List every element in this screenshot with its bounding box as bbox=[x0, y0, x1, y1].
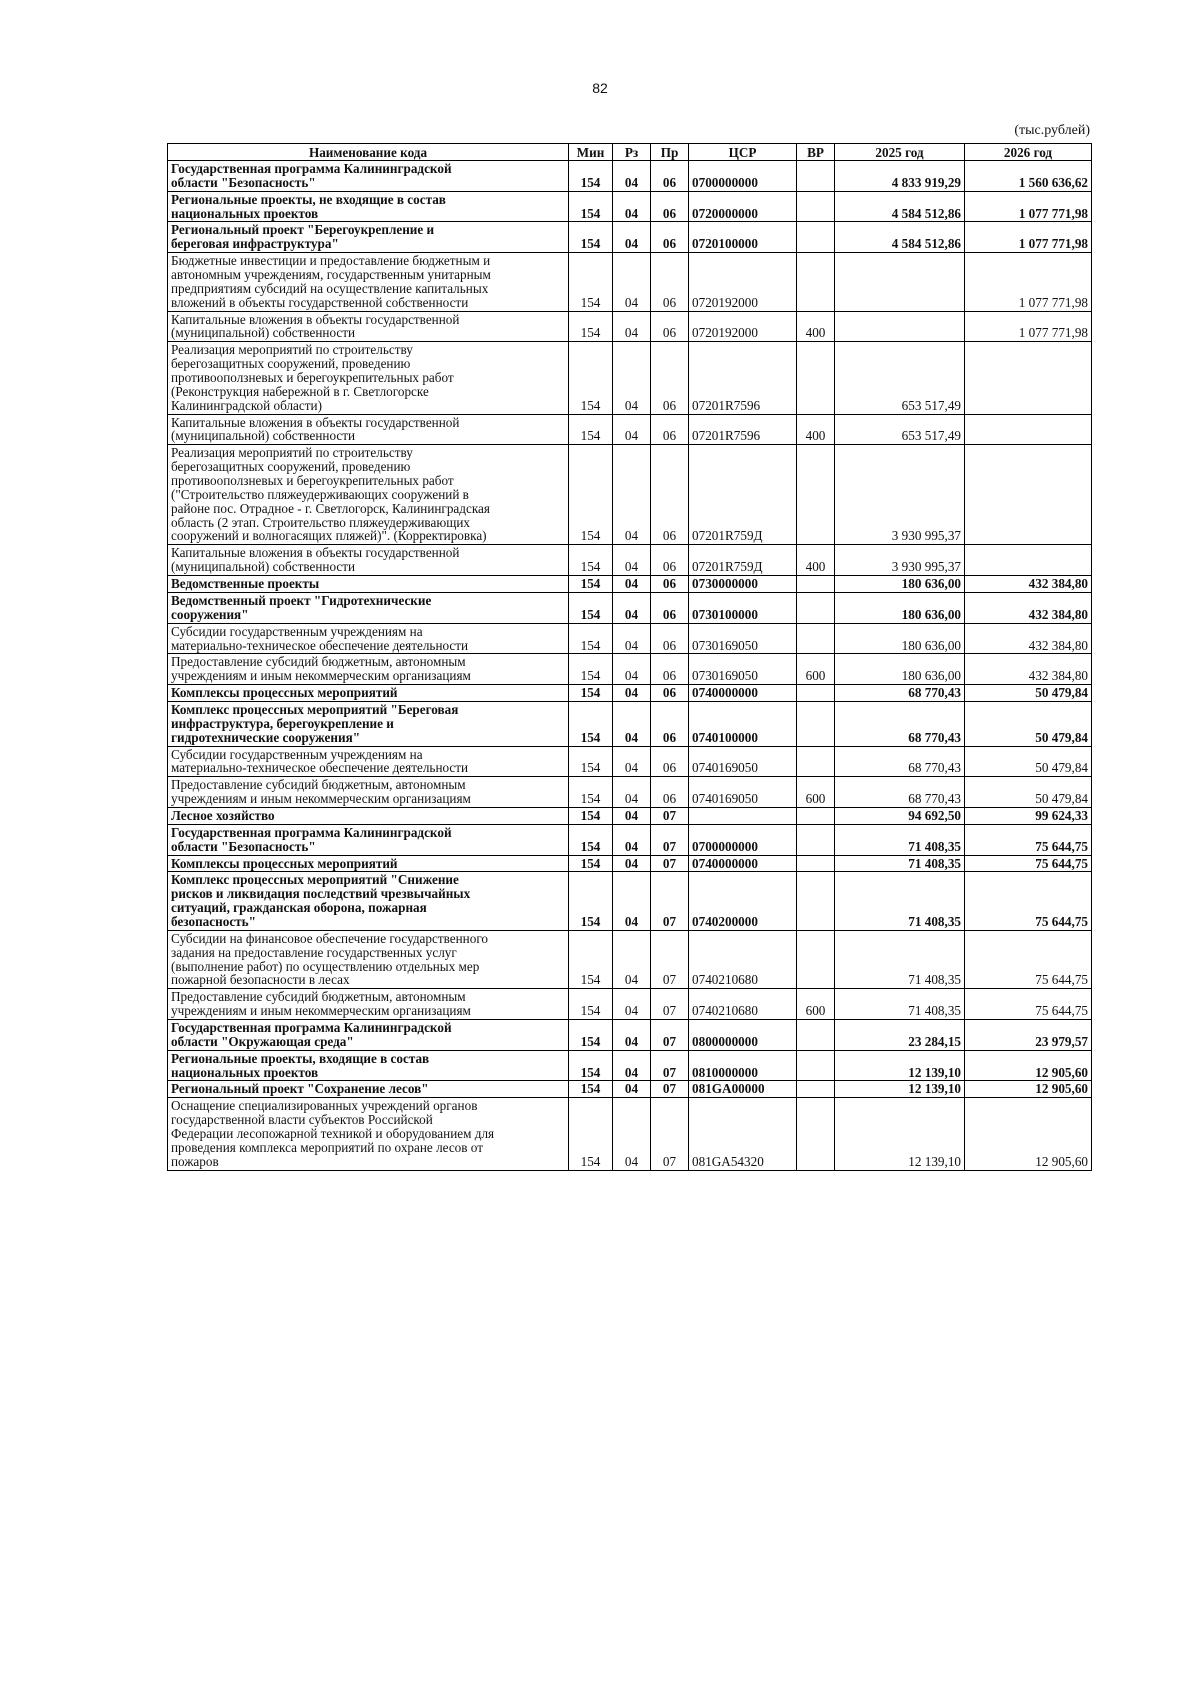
row-rz-cell: 04 bbox=[613, 1019, 651, 1050]
row-min-cell: 154 bbox=[569, 855, 613, 872]
row-rz-cell: 04 bbox=[613, 930, 651, 988]
table-row bbox=[168, 191, 1092, 222]
row-vr-cell bbox=[797, 746, 835, 777]
row-name-cell: Государственная программа Калининградской области "Безопасность" bbox=[168, 824, 569, 855]
table-row bbox=[168, 311, 1092, 342]
row-name-cell: Региональные проекты, не входящие в состав национальных проектов bbox=[168, 191, 569, 222]
row-2025-cell: 68 770,43 bbox=[835, 777, 965, 808]
table-body bbox=[168, 161, 1092, 1171]
row-pr-cell: 06 bbox=[651, 576, 689, 593]
row-min-cell: 154 bbox=[569, 654, 613, 685]
table-row bbox=[168, 989, 1092, 1020]
row-vr-cell: 600 bbox=[797, 654, 835, 685]
row-2025-cell: 71 408,35 bbox=[835, 824, 965, 855]
row-rz-cell: 04 bbox=[613, 161, 651, 192]
table-header-row bbox=[168, 144, 1092, 161]
row-min-cell: 154 bbox=[569, 592, 613, 623]
row-csr-cell: 07201R7596 bbox=[689, 414, 797, 445]
row-rz-cell: 04 bbox=[613, 701, 651, 746]
row-vr-cell bbox=[797, 253, 835, 311]
row-csr-cell: 0730000000 bbox=[689, 576, 797, 593]
row-vr-cell: 600 bbox=[797, 989, 835, 1020]
row-vr-cell bbox=[797, 592, 835, 623]
row-csr-cell: 0720192000 bbox=[689, 253, 797, 311]
row-pr-cell: 06 bbox=[651, 445, 689, 545]
row-2026-cell bbox=[965, 545, 1092, 576]
row-vr-cell: 400 bbox=[797, 414, 835, 445]
row-2025-cell bbox=[835, 311, 965, 342]
row-csr-cell: 0730169050 bbox=[689, 654, 797, 685]
row-min-cell: 154 bbox=[569, 1081, 613, 1098]
row-min-cell: 154 bbox=[569, 701, 613, 746]
row-min-cell: 154 bbox=[569, 311, 613, 342]
row-min-cell: 154 bbox=[569, 872, 613, 930]
row-rz-cell: 04 bbox=[613, 824, 651, 855]
row-pr-cell: 06 bbox=[651, 191, 689, 222]
row-rz-cell: 04 bbox=[613, 807, 651, 824]
row-2026-cell: 50 479,84 bbox=[965, 746, 1092, 777]
table-row bbox=[168, 576, 1092, 593]
row-min-cell: 154 bbox=[569, 1019, 613, 1050]
row-2025-cell: 3 930 995,37 bbox=[835, 445, 965, 545]
header-name: Наименование кода bbox=[168, 144, 569, 161]
row-rz-cell: 04 bbox=[613, 545, 651, 576]
row-name-cell: Субсидии на финансовое обеспечение государственного задания на предоставление государственных услуг (выполнение работ) по осуществлению отдельных мер пожарной безопасности в лесах bbox=[168, 930, 569, 988]
row-rz-cell: 04 bbox=[613, 576, 651, 593]
table-row bbox=[168, 222, 1092, 253]
row-2025-cell: 653 517,49 bbox=[835, 414, 965, 445]
row-vr-cell bbox=[797, 930, 835, 988]
row-name-cell: Предоставление субсидий бюджетным, автономным учреждениям и иным некоммерческим организациям bbox=[168, 777, 569, 808]
header-pr: Пр bbox=[651, 144, 689, 161]
row-pr-cell: 06 bbox=[651, 414, 689, 445]
row-rz-cell: 04 bbox=[613, 872, 651, 930]
row-2026-cell: 1 077 771,98 bbox=[965, 253, 1092, 311]
row-min-cell: 154 bbox=[569, 576, 613, 593]
row-vr-cell bbox=[797, 161, 835, 192]
row-rz-cell: 04 bbox=[613, 654, 651, 685]
row-name-cell: Субсидии государственным учреждениям на материально-техническое обеспечение деятельности bbox=[168, 623, 569, 654]
row-name-cell: Региональные проекты, входящие в состав национальных проектов bbox=[168, 1050, 569, 1081]
table-row bbox=[168, 1081, 1092, 1098]
row-2026-cell bbox=[965, 445, 1092, 545]
row-vr-cell bbox=[797, 623, 835, 654]
row-min-cell: 154 bbox=[569, 777, 613, 808]
row-pr-cell: 07 bbox=[651, 989, 689, 1020]
row-vr-cell bbox=[797, 1019, 835, 1050]
row-min-cell: 154 bbox=[569, 253, 613, 311]
row-rz-cell: 04 bbox=[613, 311, 651, 342]
row-csr-cell: 0740000000 bbox=[689, 855, 797, 872]
row-name-cell: Государственная программа Калининградской области "Безопасность" bbox=[168, 161, 569, 192]
row-2026-cell: 1 077 771,98 bbox=[965, 191, 1092, 222]
row-pr-cell: 07 bbox=[651, 824, 689, 855]
row-vr-cell bbox=[797, 576, 835, 593]
row-rz-cell: 04 bbox=[613, 222, 651, 253]
row-name-cell: Капитальные вложения в объекты государственной (муниципальной) собственности bbox=[168, 545, 569, 576]
row-2026-cell: 12 905,60 bbox=[965, 1098, 1092, 1170]
table-row bbox=[168, 342, 1092, 414]
row-csr-cell: 0730169050 bbox=[689, 623, 797, 654]
row-rz-cell: 04 bbox=[613, 592, 651, 623]
row-name-cell: Капитальные вложения в объекты государственной (муниципальной) собственности bbox=[168, 414, 569, 445]
row-2026-cell: 432 384,80 bbox=[965, 576, 1092, 593]
row-rz-cell: 04 bbox=[613, 1098, 651, 1170]
row-min-cell: 154 bbox=[569, 222, 613, 253]
row-pr-cell: 06 bbox=[651, 685, 689, 702]
row-2026-cell: 1 077 771,98 bbox=[965, 222, 1092, 253]
row-min-cell: 154 bbox=[569, 807, 613, 824]
row-pr-cell: 06 bbox=[651, 746, 689, 777]
row-name-cell: Предоставление субсидий бюджетным, автономным учреждениям и иным некоммерческим организациям bbox=[168, 654, 569, 685]
row-csr-cell: 07201R759Д bbox=[689, 445, 797, 545]
row-vr-cell: 600 bbox=[797, 777, 835, 808]
table-row bbox=[168, 930, 1092, 988]
row-2026-cell: 432 384,80 bbox=[965, 592, 1092, 623]
table-row bbox=[168, 824, 1092, 855]
row-csr-cell: 0800000000 bbox=[689, 1019, 797, 1050]
row-csr-cell: 07201R759Д bbox=[689, 545, 797, 576]
row-csr-cell: 0720192000 bbox=[689, 311, 797, 342]
row-2025-cell: 71 408,35 bbox=[835, 872, 965, 930]
table-row bbox=[168, 654, 1092, 685]
row-rz-cell: 04 bbox=[613, 414, 651, 445]
row-name-cell: Комплексы процессных мероприятий bbox=[168, 855, 569, 872]
row-csr-cell: 0700000000 bbox=[689, 824, 797, 855]
row-2026-cell: 75 644,75 bbox=[965, 855, 1092, 872]
table-row bbox=[168, 414, 1092, 445]
row-name-cell: Комплекс процессных мероприятий "Снижение рисков и ликвидация последствий чрезвычайных ситуаций, гражданская оборона, пожарная безопасность" bbox=[168, 872, 569, 930]
row-min-cell: 154 bbox=[569, 545, 613, 576]
row-min-cell: 154 bbox=[569, 161, 613, 192]
row-name-cell: Реализация мероприятий по строительству берегозащитных сооружений, проведению противооползневых и берегоукрепительных работ ("Строительство пляжеудерживающих сооружений в районе пос. Отрадное - г. Светлогорск, Калининградская область (2 этап. Строительство пляжеудерживающих сооружений и волногасящих пляжей)". (Корректировка) bbox=[168, 445, 569, 545]
row-name-cell: Ведомственные проекты bbox=[168, 576, 569, 593]
header-csr: ЦСР bbox=[689, 144, 797, 161]
row-rz-cell: 04 bbox=[613, 623, 651, 654]
row-name-cell: Ведомственный проект "Гидротехнические сооружения" bbox=[168, 592, 569, 623]
row-2026-cell: 50 479,84 bbox=[965, 777, 1092, 808]
row-2026-cell: 1 077 771,98 bbox=[965, 311, 1092, 342]
row-pr-cell: 06 bbox=[651, 623, 689, 654]
table-row bbox=[168, 545, 1092, 576]
row-2025-cell: 653 517,49 bbox=[835, 342, 965, 414]
table-row bbox=[168, 592, 1092, 623]
row-2025-cell: 68 770,43 bbox=[835, 685, 965, 702]
row-rz-cell: 04 bbox=[613, 1050, 651, 1081]
row-vr-cell bbox=[797, 1050, 835, 1081]
row-2026-cell: 99 624,33 bbox=[965, 807, 1092, 824]
row-2025-cell: 180 636,00 bbox=[835, 592, 965, 623]
table-row bbox=[168, 1019, 1092, 1050]
row-pr-cell: 06 bbox=[651, 654, 689, 685]
row-pr-cell: 06 bbox=[651, 222, 689, 253]
row-rz-cell: 04 bbox=[613, 855, 651, 872]
row-min-cell: 154 bbox=[569, 685, 613, 702]
row-min-cell: 154 bbox=[569, 191, 613, 222]
row-vr-cell bbox=[797, 191, 835, 222]
row-2025-cell: 94 692,50 bbox=[835, 807, 965, 824]
row-pr-cell: 07 bbox=[651, 1019, 689, 1050]
row-2025-cell: 180 636,00 bbox=[835, 654, 965, 685]
row-rz-cell: 04 bbox=[613, 342, 651, 414]
row-name-cell: Лесное хозяйство bbox=[168, 807, 569, 824]
row-2025-cell: 23 284,15 bbox=[835, 1019, 965, 1050]
row-pr-cell: 06 bbox=[651, 253, 689, 311]
row-name-cell: Предоставление субсидий бюджетным, автономным учреждениям и иным некоммерческим организациям bbox=[168, 989, 569, 1020]
row-vr-cell bbox=[797, 855, 835, 872]
row-2026-cell: 12 905,60 bbox=[965, 1050, 1092, 1081]
row-2025-cell: 71 408,35 bbox=[835, 989, 965, 1020]
header-2025: 2025 год bbox=[835, 144, 965, 161]
row-min-cell: 154 bbox=[569, 746, 613, 777]
row-csr-cell: 081GA00000 bbox=[689, 1081, 797, 1098]
row-2025-cell: 12 139,10 bbox=[835, 1081, 965, 1098]
row-vr-cell bbox=[797, 872, 835, 930]
row-2025-cell: 71 408,35 bbox=[835, 855, 965, 872]
row-pr-cell: 06 bbox=[651, 777, 689, 808]
row-name-cell: Бюджетные инвестиции и предоставление бюджетным и автономным учреждениям, государственным унитарным предприятиям субсидий на осуществление капитальных вложений в объекты государственной собственности bbox=[168, 253, 569, 311]
row-2025-cell: 71 408,35 bbox=[835, 930, 965, 988]
row-min-cell: 154 bbox=[569, 824, 613, 855]
row-min-cell: 154 bbox=[569, 342, 613, 414]
header-rz: Рз bbox=[613, 144, 651, 161]
row-csr-cell: 0720100000 bbox=[689, 222, 797, 253]
row-vr-cell bbox=[797, 1081, 835, 1098]
row-name-cell: Капитальные вложения в объекты государственной (муниципальной) собственности bbox=[168, 311, 569, 342]
row-rz-cell: 04 bbox=[613, 989, 651, 1020]
row-csr-cell: 0740169050 bbox=[689, 777, 797, 808]
row-vr-cell bbox=[797, 1098, 835, 1170]
row-rz-cell: 04 bbox=[613, 1081, 651, 1098]
header-2026: 2026 год bbox=[965, 144, 1092, 161]
row-2025-cell: 68 770,43 bbox=[835, 746, 965, 777]
row-pr-cell: 06 bbox=[651, 311, 689, 342]
row-2025-cell: 180 636,00 bbox=[835, 623, 965, 654]
row-vr-cell bbox=[797, 445, 835, 545]
row-2026-cell: 75 644,75 bbox=[965, 930, 1092, 988]
row-2026-cell: 50 479,84 bbox=[965, 701, 1092, 746]
row-csr-cell bbox=[689, 807, 797, 824]
table-row bbox=[168, 1050, 1092, 1081]
row-pr-cell: 07 bbox=[651, 930, 689, 988]
row-min-cell: 154 bbox=[569, 414, 613, 445]
page-number: 82 bbox=[592, 80, 608, 96]
table-row bbox=[168, 685, 1092, 702]
row-min-cell: 154 bbox=[569, 445, 613, 545]
row-vr-cell bbox=[797, 685, 835, 702]
row-rz-cell: 04 bbox=[613, 777, 651, 808]
row-pr-cell: 07 bbox=[651, 872, 689, 930]
row-pr-cell: 07 bbox=[651, 1098, 689, 1170]
units-label: (тыс.рублей) bbox=[1014, 123, 1090, 138]
row-csr-cell: 081GA54320 bbox=[689, 1098, 797, 1170]
row-2026-cell: 432 384,80 bbox=[965, 654, 1092, 685]
row-2026-cell: 75 644,75 bbox=[965, 872, 1092, 930]
row-pr-cell: 06 bbox=[651, 342, 689, 414]
row-vr-cell: 400 bbox=[797, 311, 835, 342]
row-2025-cell: 4 584 512,86 bbox=[835, 191, 965, 222]
row-csr-cell: 0740169050 bbox=[689, 746, 797, 777]
row-csr-cell: 0810000000 bbox=[689, 1050, 797, 1081]
row-2026-cell: 432 384,80 bbox=[965, 623, 1092, 654]
row-rz-cell: 04 bbox=[613, 685, 651, 702]
row-name-cell: Оснащение специализированных учреждений органов государственной власти субъектов Российской Федерации лесопожарной техникой и оборудованием для проведения комплекса мероприятий по охране лесов от пожаров bbox=[168, 1098, 569, 1170]
header-vr: ВР bbox=[797, 144, 835, 161]
table-row bbox=[168, 807, 1092, 824]
row-pr-cell: 06 bbox=[651, 701, 689, 746]
row-2025-cell: 4 833 919,29 bbox=[835, 161, 965, 192]
row-rz-cell: 04 bbox=[613, 746, 651, 777]
row-2026-cell: 23 979,57 bbox=[965, 1019, 1092, 1050]
row-vr-cell bbox=[797, 807, 835, 824]
row-min-cell: 154 bbox=[569, 623, 613, 654]
row-2026-cell: 1 560 636,62 bbox=[965, 161, 1092, 192]
row-vr-cell bbox=[797, 342, 835, 414]
row-rz-cell: 04 bbox=[613, 253, 651, 311]
row-2026-cell: 75 644,75 bbox=[965, 824, 1092, 855]
row-name-cell: Региональный проект "Сохранение лесов" bbox=[168, 1081, 569, 1098]
row-vr-cell bbox=[797, 701, 835, 746]
table-row bbox=[168, 445, 1092, 545]
row-2025-cell: 180 636,00 bbox=[835, 576, 965, 593]
row-2025-cell: 3 930 995,37 bbox=[835, 545, 965, 576]
row-csr-cell: 0740100000 bbox=[689, 701, 797, 746]
table-row bbox=[168, 1098, 1092, 1170]
row-pr-cell: 06 bbox=[651, 545, 689, 576]
header-min: Мин bbox=[569, 144, 613, 161]
row-pr-cell: 07 bbox=[651, 1081, 689, 1098]
row-csr-cell: 07201R7596 bbox=[689, 342, 797, 414]
row-vr-cell: 400 bbox=[797, 545, 835, 576]
row-pr-cell: 06 bbox=[651, 592, 689, 623]
table-row bbox=[168, 623, 1092, 654]
row-name-cell: Государственная программа Калининградской области "Окружающая среда" bbox=[168, 1019, 569, 1050]
row-csr-cell: 0740210680 bbox=[689, 930, 797, 988]
row-csr-cell: 0740000000 bbox=[689, 685, 797, 702]
row-vr-cell bbox=[797, 222, 835, 253]
row-rz-cell: 04 bbox=[613, 445, 651, 545]
row-2025-cell: 4 584 512,86 bbox=[835, 222, 965, 253]
row-2026-cell: 75 644,75 bbox=[965, 989, 1092, 1020]
table-row bbox=[168, 777, 1092, 808]
row-csr-cell: 0740210680 bbox=[689, 989, 797, 1020]
row-pr-cell: 07 bbox=[651, 855, 689, 872]
table-row bbox=[168, 872, 1092, 930]
table-row bbox=[168, 746, 1092, 777]
row-2026-cell: 50 479,84 bbox=[965, 685, 1092, 702]
row-2025-cell: 68 770,43 bbox=[835, 701, 965, 746]
table-row bbox=[168, 253, 1092, 311]
row-name-cell: Комплекс процессных мероприятий "Береговая инфраструктура, берегоукрепление и гидротехнические сооружения" bbox=[168, 701, 569, 746]
budget-table bbox=[167, 143, 1092, 1171]
row-vr-cell bbox=[797, 824, 835, 855]
row-csr-cell: 0720000000 bbox=[689, 191, 797, 222]
row-pr-cell: 06 bbox=[651, 161, 689, 192]
table-row bbox=[168, 701, 1092, 746]
table-row bbox=[168, 161, 1092, 192]
row-2025-cell: 12 139,10 bbox=[835, 1098, 965, 1170]
row-2026-cell bbox=[965, 414, 1092, 445]
row-pr-cell: 07 bbox=[651, 1050, 689, 1081]
row-csr-cell: 0730100000 bbox=[689, 592, 797, 623]
row-2026-cell: 12 905,60 bbox=[965, 1081, 1092, 1098]
table-row bbox=[168, 855, 1092, 872]
row-name-cell: Комплексы процессных мероприятий bbox=[168, 685, 569, 702]
row-csr-cell: 0740200000 bbox=[689, 872, 797, 930]
row-name-cell: Региональный проект "Берегоукрепление и береговая инфраструктура" bbox=[168, 222, 569, 253]
row-name-cell: Субсидии государственным учреждениям на материально-техническое обеспечение деятельности bbox=[168, 746, 569, 777]
row-2025-cell bbox=[835, 253, 965, 311]
row-2026-cell bbox=[965, 342, 1092, 414]
row-min-cell: 154 bbox=[569, 930, 613, 988]
row-csr-cell: 0700000000 bbox=[689, 161, 797, 192]
row-rz-cell: 04 bbox=[613, 191, 651, 222]
row-2025-cell: 12 139,10 bbox=[835, 1050, 965, 1081]
row-min-cell: 154 bbox=[569, 1098, 613, 1170]
row-min-cell: 154 bbox=[569, 989, 613, 1020]
row-name-cell: Реализация мероприятий по строительству берегозащитных сооружений, проведению противооползневых и берегоукрепительных работ (Реконструкция набережной в г. Светлогорске Калининградской области) bbox=[168, 342, 569, 414]
row-min-cell: 154 bbox=[569, 1050, 613, 1081]
row-pr-cell: 07 bbox=[651, 807, 689, 824]
